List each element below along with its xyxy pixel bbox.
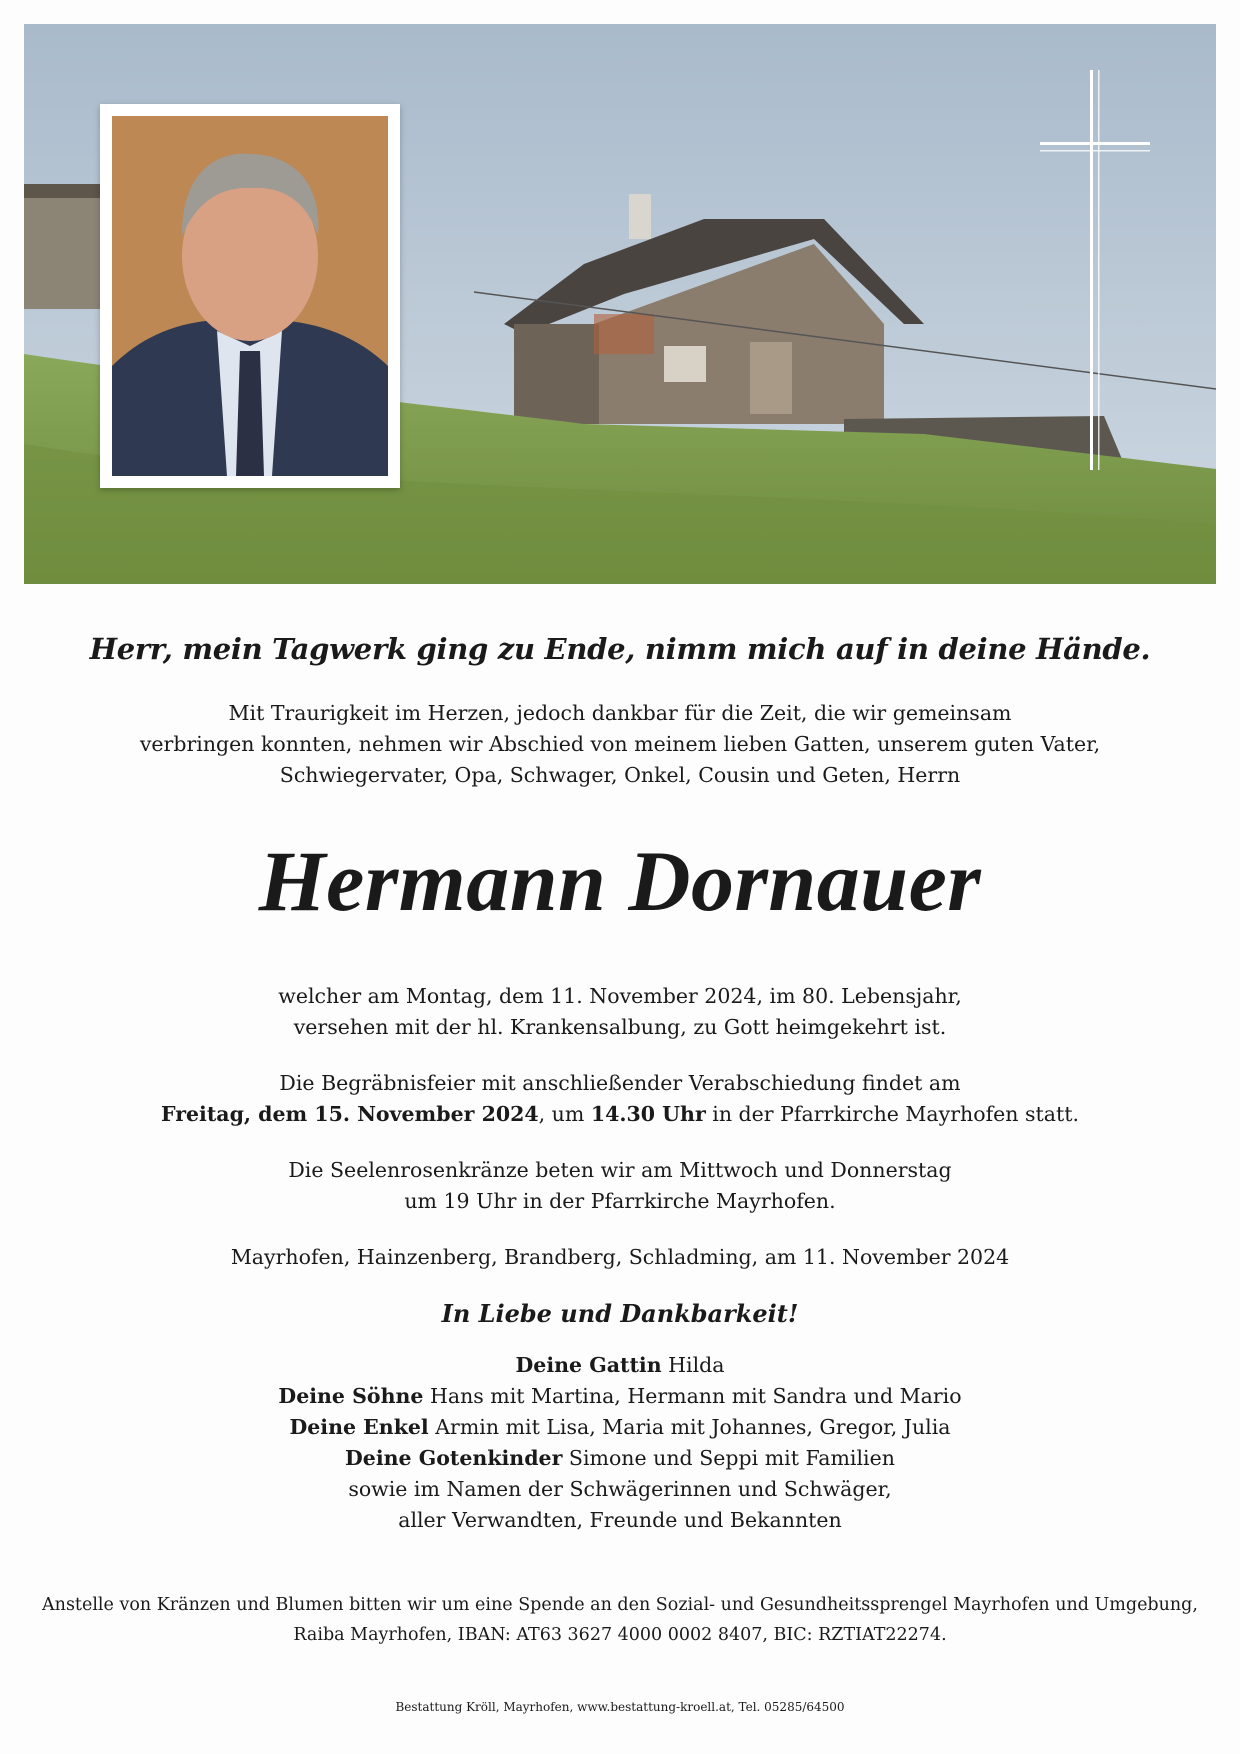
family-line: Deine Söhne Hans mit Martina, Hermann mit Sandra und Mario [278,1384,962,1408]
funeral-notice: Die Begräbnisfeier mit anschließender Verabschiedung findet am Freitag, dem 15. November 2024, um 14.30 Uhr in der Pfarrkirche Mayrhofen statt. [161,1071,1079,1126]
family-line: Deine Gotenkinder Simone und Seppi mit Familien [345,1446,895,1470]
funeral-date: Freitag, dem 15. November 2024 [161,1102,539,1126]
motto: Herr, mein Tagwerk ging zu Ende, nimm mich auf in deine Hände. [89,632,1151,666]
love-heading: In Liebe und Dankbarkeit! [441,1299,799,1328]
family-list: Deine Gattin Hilda Deine Söhne Hans mit Martina, Hermann mit Sandra und Mario Deine Enkel Armin mit Lisa, Maria mit Johannes, Gregor, Julia Deine Gotenkinder Simone und Seppi mit Familien sowie im Namen der Schwägerinnen und Schwäger, aller Verwandten, Freunde und Bekannten [0,1350,1240,1536]
rosary-notice: Die Seelenrosenkränze beten wir am Mittwoch und Donnerstag um 19 Uhr in der Pfarrkirche Mayrhofen. [288,1158,952,1213]
family-line: Deine Enkel Armin mit Lisa, Maria mit Johannes, Gregor, Julia [289,1415,951,1439]
intro-paragraph: Mit Traurigkeit im Herzen, jedoch dankbar für die Zeit, die wir gemeinsam verbringen konnten, nehmen wir Abschied von meinem lieben Gatten, unserem guten Vater, Schwiegervater, Opa, Schwager, Onkel, Cousin und Geten, Herrn [139,701,1101,787]
donation-request: Anstelle von Kränzen und Blumen bitten wir um eine Spende an den Sozial- und Gesundheitssprengel Mayrhofen und Umgebung, Raiba Mayrhofen, IBAN: AT63 3627 4000 0002 8407, BIC: RZTIAT22274. [42,1595,1198,1645]
place-date: Mayrhofen, Hainzenberg, Brandberg, Schladming, am 11. November 2024 [230,1245,1010,1269]
death-notice: welcher am Montag, dem 11. November 2024, im 80. Lebensjahr, versehen mit der hl. Krankensalbung, zu Gott heimgekehrt ist. [278,984,962,1039]
family-line: Deine Gattin Hilda [515,1353,725,1377]
cross-icon [1040,70,1150,470]
deceased-name: Hermann Dornauer [258,833,982,929]
obituary-text [0,620,1240,1650]
footer-funeral-home: Bestattung Kröll, Mayrhofen, www.bestattung-kroell.at, Tel. 05285/64500 [395,1700,845,1714]
portrait-photo-frame [100,104,400,488]
portrait-photo [112,116,388,476]
funeral-time: 14.30 Uhr [590,1102,706,1126]
